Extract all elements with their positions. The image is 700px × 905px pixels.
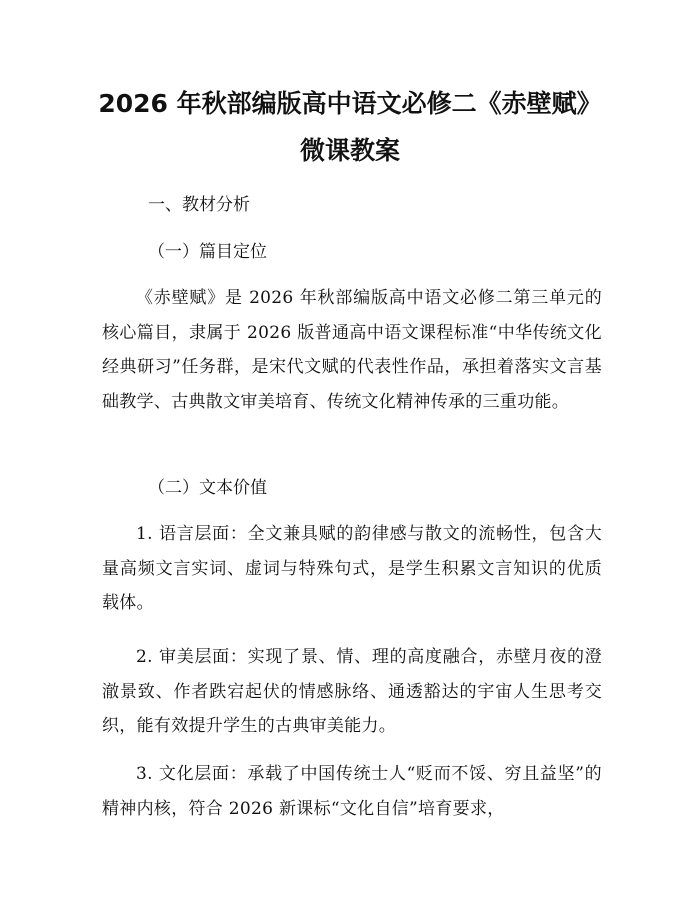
subsection-heading-text-value: （二）文本价值 xyxy=(148,478,267,498)
section-heading-textbook-analysis: 一、教材分析 xyxy=(148,195,250,215)
document-title-line-1: 2026 年秋部编版高中语文必修二《赤壁赋》 xyxy=(98,89,602,118)
list-item-aesthetic: 2. 审美层面：实现了景、情、理的高度融合，赤壁月夜的澄澈景致、作者跌宕起伏的情感脉络、通透豁达的宇宙人生思考交织，能有效提升学生的古典审美能力。 xyxy=(102,647,602,736)
list-item-language: 1. 语言层面：全文兼具赋的韵律感与散文的流畅性，包含大量高频文言实词、虚词与特殊句式，是学生积累文言知识的优质载体。 xyxy=(102,524,602,613)
paragraph-positioning: 《赤壁赋》是 2026 年秋部编版高中语文必修二第三单元的核心篇目，隶属于 2026 版普通高中语文课程标准“中华传统文化经典研习”任务群，是宋代文赋的代表性作品，承担着落实文言基础教学、古典散文审美培育、传统文化精神传承的三重功能。 xyxy=(102,288,602,412)
list-item-culture: 3. 文化层面：承载了中国传统士人“贬而不馁、穷且益坚”的精神内核，符合 2026 新课标“文化自信”培育要求， xyxy=(102,764,602,819)
subsection-heading-positioning: （一）篇目定位 xyxy=(148,242,267,262)
document-title-line-2: 微课教案 xyxy=(299,136,400,165)
